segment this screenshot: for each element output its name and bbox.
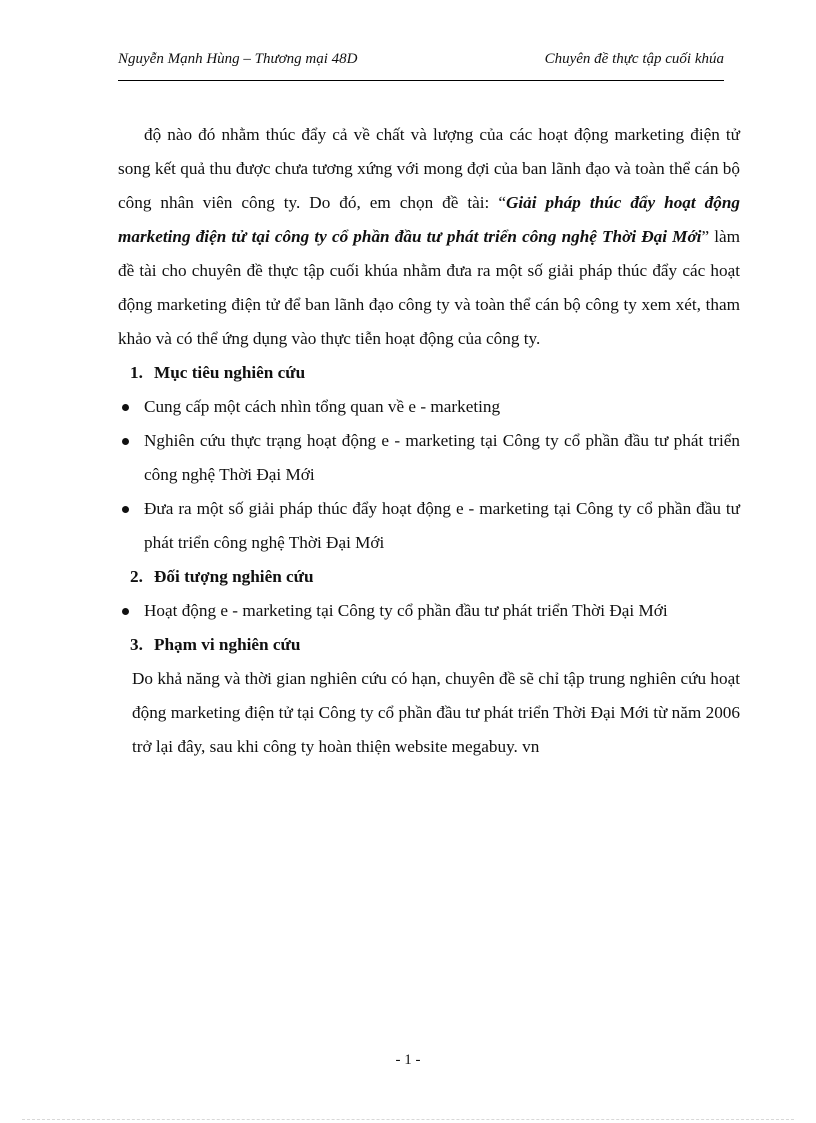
- objectives-list: [118, 390, 740, 560]
- thesis-title: Giải pháp thúc đẩy hoạt động marketing điện tử tại công ty cổ phần đầu tư phát triển công nghệ Thời Đại Mới: [118, 193, 740, 246]
- list-item: [118, 492, 740, 560]
- list-item-text: Nghiên cứu thực trạng hoạt động e - marketing tại Công ty cổ phần đầu tư phát triển công nghệ Thời Đại Mới: [144, 431, 740, 484]
- section-heading-subject: [118, 560, 740, 594]
- bullet-icon: [122, 506, 129, 513]
- list-item-text: Hoạt động e - marketing tại Công ty cổ phần đầu tư phát triển Thời Đại Mới: [144, 601, 668, 620]
- section-heading-scope: [118, 628, 740, 662]
- list-item: [118, 424, 740, 492]
- document-body: [118, 118, 740, 764]
- page-bottom-edge: [22, 1119, 794, 1120]
- bullet-icon: [122, 404, 129, 411]
- header-topic: Chuyên đề thực tập cuối khúa: [544, 51, 724, 67]
- section-title: Phạm vi nghiên cứu: [154, 635, 301, 654]
- list-item: [118, 594, 740, 628]
- intro-text-before: độ nào đó nhằm thúc đẩy cả về chất và lượng của các hoạt động marketing điện tử song kết quả thu được chưa tương xứng với mong đợi của ban lãnh đạo và toàn thể cán bộ công nhân viên công ty. Do đó, em chọn đề tài: “: [118, 125, 740, 212]
- list-item-text: Cung cấp một cách nhìn tổng quan về e - marketing: [144, 397, 501, 416]
- section-title: Đối tượng nghiên cứu: [154, 567, 314, 586]
- section-title: Mục tiêu nghiên cứu: [154, 363, 306, 382]
- header-divider: [118, 80, 724, 81]
- section-number: 1.: [130, 363, 143, 382]
- subject-list: [118, 594, 740, 628]
- section-number: 2.: [130, 567, 143, 586]
- header-author: Nguyễn Mạnh Hùng – Thương mại 48D: [118, 51, 358, 67]
- intro-paragraph: [118, 118, 740, 356]
- section-number: 3.: [130, 635, 143, 654]
- scope-paragraph: Do khả năng và thời gian nghiên cứu có hạn, chuyên đề sẽ chỉ tập trung nghiên cứu hoạt động marketing điện tử tại Công ty cổ phần đầu tư phát triển Thời Đại Mới từ năm 2006 trở lại đây, sau khi công ty hoàn thiện website megabuy. vn: [132, 669, 740, 756]
- list-item: [118, 390, 740, 424]
- intro-text-after: ” làm đề tài cho chuyên đề thực tập cuối khúa nhằm đưa ra một số giải pháp thúc đẩy các hoạt động marketing điện tử để ban lãnh đạo công ty và toàn thể cán bộ công ty xem xét, tham khảo và có thể ứng dụng vào thực tiễn hoạt động của công ty.: [118, 227, 740, 348]
- page-header: [118, 51, 724, 73]
- list-item-text: Đưa ra một số giải pháp thúc đẩy hoạt động e - marketing tại Công ty cổ phần đầu tư phát triển công nghệ Thời Đại Mới: [144, 499, 740, 552]
- bullet-icon: [122, 438, 129, 445]
- bullet-icon: [122, 608, 129, 615]
- section-heading-objectives: [118, 356, 740, 390]
- page-number: - 1 -: [395, 1052, 421, 1068]
